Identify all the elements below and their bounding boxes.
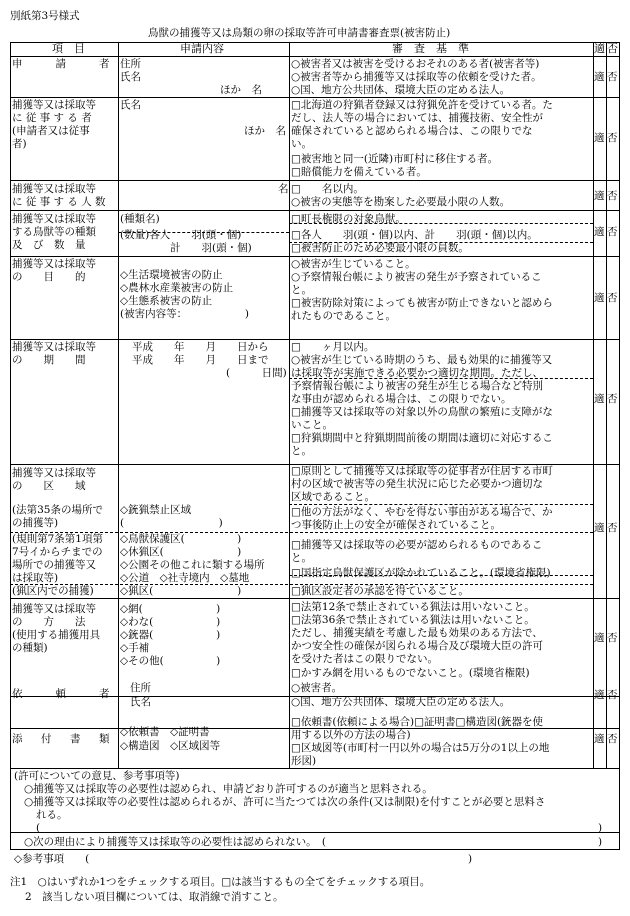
row-documents-content-2: ◇構造図 ◇区域図等 — [120, 740, 221, 752]
row-documents-content-1: ◇依頼書 ◇証明書 — [120, 726, 210, 738]
row-area-sub3-content: ◇猟区( ) — [120, 585, 242, 597]
header-item: 項 目 — [52, 42, 85, 55]
row-period-criteria-2: ○被害が生じている時期のうち、最も効果的に捕獲等又 — [291, 354, 553, 366]
row-period-criteria-6: □捕獲等又は採取等の対象以外の鳥獣の繁殖に支障がな — [291, 406, 553, 418]
row-period-from: 平成 年 月 日から — [132, 341, 269, 353]
row-applicant-criteria-3: ○国、地方公共団体、環境大臣の定める法人。 — [291, 84, 511, 96]
row-area-sub2-content-4: ◇公道 ◇社寺境内 ◇墓地 — [120, 572, 250, 584]
row-documents-criteria-4: 形図) — [291, 755, 317, 767]
judge-ok-method[interactable]: 適 — [594, 632, 605, 644]
header-criteria: 審 査 基 準 — [392, 42, 469, 55]
row-period-to: 平成 年 月 日まで — [132, 354, 269, 366]
row-worker-criteria-1: □北海道の狩猟者登録又は狩猟免許を受けている者。た — [291, 99, 553, 111]
judge-ng-applicant[interactable]: 否 — [607, 71, 618, 83]
row-count-item-1: 捕獲等又は採取等 — [12, 183, 96, 195]
row-area-sub1-item-1: (法第35条の場所で — [12, 504, 103, 516]
row-method-hand: ◇手補 — [120, 642, 150, 654]
judge-ok-documents[interactable]: 適 — [594, 733, 605, 745]
row-species-type: (種類名) — [120, 213, 160, 225]
judge-ok-requester[interactable]: 適 — [594, 689, 605, 701]
row-worker-others: ほか 名 — [244, 125, 286, 137]
row-area-sub1-criteria-1: □他の方法がなく、やむを得ない事由がある場合で、か — [291, 506, 553, 518]
judge-ok-species[interactable]: 適 — [594, 226, 605, 238]
row-area-sub2-item-3: 場所での捕獲等又 — [12, 559, 96, 571]
form-label: 別紙第3号様式 — [10, 10, 80, 22]
row-worker-criteria-2: だし、法人等の場合においては、捕獲技術、安全性が — [291, 112, 543, 124]
judge-ng-worker[interactable]: 否 — [607, 132, 618, 144]
row-period-criteria-8: □狩猟期間中と狩猟期間前後の期間は適切に対応するこ — [291, 432, 553, 444]
row-species-total: 計 羽(頭・個) — [170, 242, 252, 254]
row-area-sub2-content-1: ◇鳥獣保護区( ) — [120, 533, 242, 545]
row-worker-criteria-3: 確保されていると認められる場合は、この限りでな — [291, 125, 533, 137]
judge-ok-worker[interactable]: 適 — [594, 132, 605, 144]
row-count-criteria-2: ○被害の実態等を勘案した必要最小限の人数。 — [291, 196, 511, 208]
row-purpose-criteria-3: と。 — [291, 284, 312, 296]
header-ok: 適 — [594, 42, 605, 55]
opinion-conditional[interactable]: ○捕獲等又は採取等の必要性は認められるが、許可に当たつては次の条件(又は制限)を付すことが必要と思料さ — [24, 796, 546, 808]
judge-ng-documents[interactable]: 否 — [607, 733, 618, 745]
form-title: 鳥獣の捕獲等又は鳥類の卵の採取等許可申請書審査票(被害防止) — [148, 27, 451, 39]
row-method-item-1: 捕獲等又は採取等 — [12, 603, 96, 615]
row-purpose-life: ◇生活環境被害の防止 — [120, 269, 223, 281]
row-documents-criteria-2: 用する以外の方法の場合) — [291, 729, 411, 741]
row-area-criteria-2: 村の区域で被害等の発生状況に応じた必要かつ適切な — [291, 478, 543, 490]
row-method-gun: ◇銃器( ) — [120, 629, 221, 641]
row-method-trap: ◇わな( ) — [120, 616, 221, 628]
row-species-item-1: 捕獲等又は採取等 — [12, 213, 96, 225]
opinion-reject[interactable]: ○次の理由により捕獲等又は採取等の必要性は認められない。 ( — [24, 836, 327, 848]
row-worker-item-1: 捕獲等又は採取等 — [12, 99, 96, 111]
row-worker-criteria-6: □賠償能力を備えている者。 — [291, 166, 427, 178]
judge-ng-count[interactable]: 否 — [607, 190, 618, 202]
row-documents-criteria-3: □区域図等(市町村一円以外の場合は5万分の1以上の地 — [291, 742, 550, 754]
row-requester-address: 住所 — [130, 682, 151, 694]
row-worker-criteria-5: □被害地と同一(近隣)市町村に移住する者。 — [291, 153, 499, 165]
row-species-criteria-3: □被害防止のため必要最小限の員数。 — [291, 242, 469, 254]
row-method-criteria-3: ただし、捕獲実績を考慮した最も効果のある方法で、 — [291, 627, 543, 639]
row-requester-item: 依 頼 者 — [12, 688, 114, 700]
row-purpose-item-2: の 目 的 — [12, 271, 86, 283]
row-species-item-3: 及 び 数 量 — [12, 239, 86, 251]
row-count-item-2: に 従 事 す る 人 数 — [12, 196, 106, 208]
row-area-sub2-criteria-1: □捕獲等又は採取等の必要が認められるものであるこ — [291, 539, 543, 551]
row-method-other: ◇その他( ) — [120, 655, 221, 667]
row-period-criteria-7: いこと。 — [291, 419, 333, 431]
judge-ok-count[interactable]: 適 — [594, 190, 605, 202]
judge-ng-area[interactable]: 否 — [607, 522, 618, 534]
row-method-criteria-1: □法第12条で禁止されている猟法は用いないこと。 — [291, 601, 535, 613]
row-method-item-2: の 方 法 — [12, 616, 86, 628]
row-area-sub2-content-3: ◇公園その他これに類する場所 — [120, 559, 265, 571]
row-area-sub2-criteria-2: と。 — [291, 552, 312, 564]
judge-ng-method[interactable]: 否 — [607, 632, 618, 644]
row-worker-item-2: に 従 事 す る 者 — [12, 112, 92, 124]
row-period-criteria-5: な事由が認められる場合は、この限りでない。 — [291, 393, 512, 405]
row-species-criteria-2: □各人 羽(頭・個)以内、計 羽(頭・個)以内。 — [291, 229, 538, 241]
row-period-criteria-3: は採取等が実施できる必要かつ適切な期間。ただし、 — [291, 367, 543, 379]
note-1: 注1 ○はいずれか1つをチェックする項目。□は該当するもの全てをチェックする項目。 — [10, 876, 431, 888]
row-applicant-criteria-2: ○被害者等から捕獲等又は採取等の依頼を受けた者。 — [291, 71, 542, 83]
row-applicant-address: 住所 — [120, 58, 141, 70]
row-purpose-agri: ◇農林水産業被害の防止 — [120, 282, 234, 294]
opinion-condition-open[interactable]: ( — [36, 822, 41, 834]
row-purpose-criteria-4: □被害防除対策によっても被害が防止できないと認めら — [291, 297, 553, 309]
row-worker-item-4: 者) — [12, 138, 27, 150]
judge-ok-purpose[interactable]: 適 — [594, 292, 605, 304]
reference-label[interactable]: ◇参考事項 ( — [14, 853, 90, 865]
row-worker-criteria-4: い。 — [291, 138, 312, 150]
row-requester-criteria-1: ○被害者。 — [291, 682, 343, 694]
row-method-criteria-2: □法第36条で禁止されている猟法は用いないこと。 — [291, 614, 535, 626]
row-period-criteria-4: 予察情報台帳により被害の発生が生じる場合など特別 — [291, 380, 543, 392]
row-period-item-1: 捕獲等又は採取等 — [12, 341, 96, 353]
row-purpose-item-1: 捕獲等又は採取等 — [12, 258, 96, 270]
row-area-sub1-item-2: の捕獲等) — [12, 517, 59, 529]
judge-ng-species[interactable]: 否 — [607, 226, 618, 238]
judge-ok-area[interactable]: 適 — [594, 522, 605, 534]
row-purpose-criteria-5: れたものであること。 — [291, 310, 396, 322]
row-requester-criteria-2: ○国、地方公共団体、環境大臣の定める法人。 — [291, 696, 511, 708]
row-area-sub2-criteria-3: □国指定鳥獣保護区が除かれていること。(環境省権限) — [291, 567, 551, 579]
row-purpose-eco: ◇生態系被害の防止 — [120, 295, 213, 307]
row-area-sub2-item-4: は採取等) — [12, 572, 59, 584]
header-ng: 否 — [607, 42, 618, 55]
row-purpose-details: (被害内容等： ) — [120, 308, 249, 320]
row-method-criteria-4: かつ安全性の確保が図られる場合及び環境大臣の許可 — [291, 640, 543, 652]
row-applicant-name: 氏名 — [120, 71, 141, 83]
note-2: 2 該当しない項目欄については、取消線で消すこと。 — [25, 891, 284, 903]
row-method-criteria-6: □かすみ網を用いるものでないこと。(環境省権限) — [291, 667, 530, 679]
opinion-approve[interactable]: ○捕獲等又は採取等の必要性は認められ、申請どおり許可するのが適当と思料される。 — [24, 783, 433, 795]
row-area-sub3-criteria: □猟区設定者の承認を得ていること。 — [291, 585, 469, 597]
opinion-condition-close: ) — [598, 822, 603, 834]
row-period-days: ( 日間) — [226, 367, 287, 379]
row-area-sub2-item-2: 7号イからチまでの — [12, 546, 103, 558]
row-worker-item-3: (申請者又は従事 — [12, 125, 90, 137]
row-area-item-2: の 区 域 — [12, 480, 86, 492]
row-area-criteria-3: 区域であること。 — [291, 491, 375, 503]
opinion-heading: (許可についての意見、参考事項等) — [14, 770, 180, 782]
row-applicant-criteria-1: ○被害者又は被害を受けるおそれのある者(被害者等) — [291, 58, 540, 70]
row-period-item-2: の 期 間 — [12, 354, 86, 366]
judge-ng-purpose[interactable]: 否 — [607, 292, 618, 304]
row-species-each: (数量)各人 羽(頭・個) — [120, 229, 242, 241]
row-count-criteria-1: □ 名以内。 — [291, 183, 364, 195]
header-content: 申請内容 — [180, 42, 224, 55]
row-species-criteria-1: □町長権限の対象鳥獣。 — [291, 213, 406, 225]
judge-ng-requester[interactable]: 否 — [607, 689, 618, 701]
row-area-sub1-criteria-2: つ事後防止上の安全が確保されていること。 — [291, 519, 501, 531]
opinion-reject-close: ) — [598, 836, 603, 848]
row-count-content: 名 — [278, 183, 289, 195]
row-purpose-criteria-2: ○予察情報台帳により被害の発生が予察されているこ — [291, 271, 542, 283]
judge-ng-period[interactable]: 否 — [607, 393, 618, 405]
row-documents-criteria-1: □依頼書(依頼による場合)□証明書□構造図(銃器を使 — [291, 716, 544, 728]
row-area-item-1: 捕獲等又は採取等 — [12, 467, 96, 479]
row-area-sub2-item-1: (規則第7条第1項第 — [12, 533, 103, 545]
row-applicant-others: ほか 名 — [220, 84, 262, 96]
reference-close: ) — [468, 853, 473, 865]
row-method-item-3: (使用する捕獲用具 — [12, 629, 101, 641]
row-period-criteria-9: と。 — [291, 445, 312, 457]
row-area-sub3-item: (猟区内での捕獲) — [12, 585, 94, 597]
judge-ok-period[interactable]: 適 — [594, 393, 605, 405]
row-period-criteria-1: □ ヶ月以内。 — [291, 341, 375, 353]
row-purpose-criteria-1: ○被害が生じていること。 — [291, 258, 416, 270]
row-area-criteria-1: □原則として捕獲等又は採取等の従事者が住居する市町 — [291, 465, 553, 477]
opinion-conditional-cont: れる。 — [36, 809, 68, 821]
row-method-net: ◇網( ) — [120, 603, 221, 615]
row-area-sub1-content-1: ◇銃猟禁止区域 — [120, 504, 192, 516]
row-method-item-4: の種類) — [12, 642, 48, 654]
row-method-criteria-5: を受けた者はこの限りでない。 — [291, 653, 438, 665]
row-area-sub2-content-2: ◇休猟区( ) — [120, 546, 242, 558]
row-area-sub1-content-2: ( ) — [120, 517, 223, 529]
row-requester-name: 氏名 — [130, 696, 151, 708]
row-worker-name: 氏名 — [120, 99, 141, 111]
row-species-item-2: する鳥獣等の種類 — [12, 226, 96, 238]
row-applicant-item: 申 請 者 — [12, 58, 114, 70]
judge-ok-applicant[interactable]: 適 — [594, 71, 605, 83]
row-documents-item: 添 付 書 類 — [12, 733, 114, 745]
